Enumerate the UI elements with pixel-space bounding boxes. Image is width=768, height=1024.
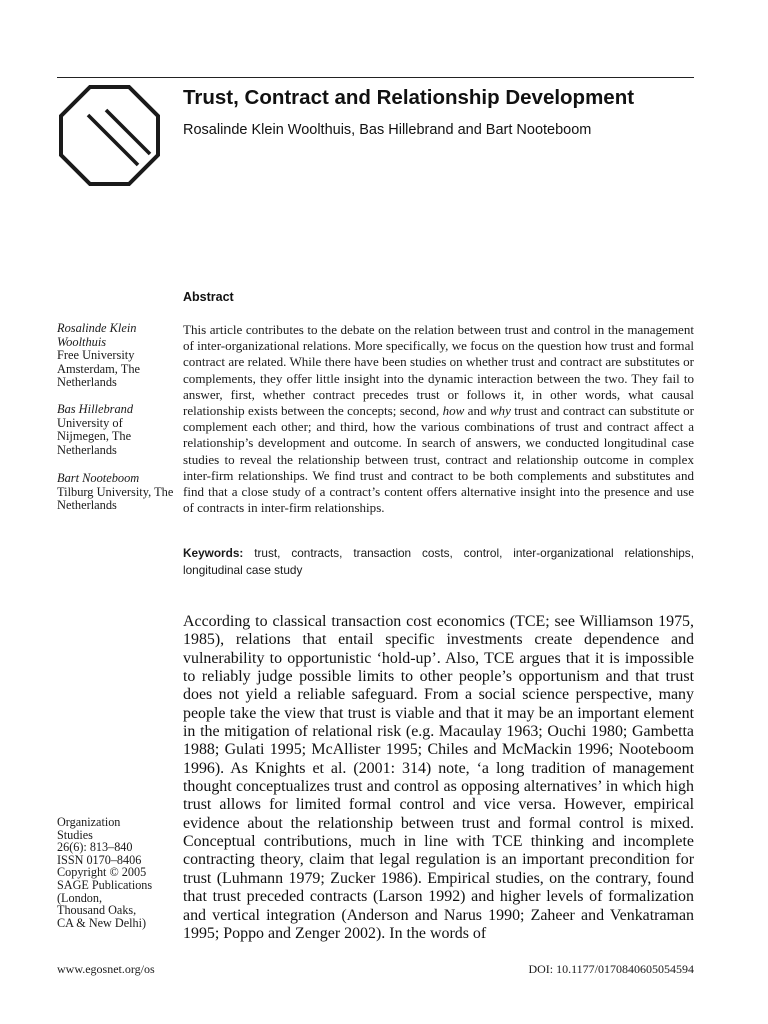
abstract-part: trust and contract can substitute or complement each other; and third, how the various combinations of trust and contract affect a relationship’s development and outcome. In search of answers, we conducted longitudinal case studies to reveal the relationship between trust, contract and relationship outcome in complex inter-firm relationships. We find trust and contract to be both complements and substitutes and find that a close study of a contract’s content offers alternative insight into the presence and use of contracts in inter-firm relationships. (183, 403, 694, 516)
abstract-text (183, 322, 694, 516)
affiliation-name: Bart Nooteboom (57, 471, 140, 485)
affiliation-place: Free University Amsterdam, The Netherlands (57, 348, 141, 390)
keywords (183, 545, 694, 578)
keywords-text: trust, contracts, transaction costs, control, inter-organizational relationships, longitudinal case study (183, 546, 694, 577)
body-text: According to classical transaction cost economics (TCE; see Williamson 1975, 1985), relations that entail specific investments create dependence and vulnerability to opportunistic ‘hold-up’. Also, TCE argues that it is impossible to reliably judge possible limits to other people’s opportunism and that trust does not yield a reliable safeguard. From a social science perspective, many people take the view that trust is viable and that it may be an important element in the mitigation of relational risk (e.g. Macaulay 1963; Ouchi 1980; Gambetta 1988; Gulati 1995; McAllister 1995; Chiles and McMackin 1996; Nooteboom 1996). As Knights et al. (2001: 314) note, ‘a long tradition of management thought conceptualizes trust and control as opposing alternatives’ in which high trust allows for limited formal control and vice versa. However, empirical evidence about the relationship between trust and formal control is mixed. Conceptual contributions, much in line with TCE thinking and incomplete contracting theory, claim that legal regulation is an important precondition for trust (Luhmann 1979; Zucker 1986). Empirical studies, on the contrary, found that trust preceded contracts (Larson 1992) and higher levels of formalization and vertical integration (Anderson and Narus 1990; Zaheer and Venkatraman 1995; Poppo and Zenger 2002). In the words of (183, 613, 694, 942)
journal-line: Studies (57, 827, 93, 842)
article-authors: Rosalinde Klein Woolthuis, Bas Hillebrand and Bart Nooteboom (183, 122, 592, 138)
affiliation (57, 472, 175, 513)
journal-line: Copyright © 2005 (57, 865, 147, 880)
affiliation-place: University of Nijmegen, The Netherlands (57, 415, 132, 457)
abstract-part: This article contributes to the debate on the relation between trust and control in the management of inter-organizational relations. More specifically, we focus on the question how trust and formal contract are related. While there have been studies on whether trust and contract are substitutes or complements, they offer little insight into the dynamic interaction between the two. They fail to answer, first, whether contract precedes trust or follows it, in other words, what causal relationship exists between the concepts; second, (183, 322, 694, 419)
journal-line: SAGE Publications (57, 877, 153, 892)
journal-line: Organization (57, 815, 121, 829)
affiliation-name: Bas Hillebrand (57, 402, 134, 416)
journal-line: (London, (57, 890, 103, 905)
footer-doi: DOI: 10.1177/0170840605054594 (528, 962, 694, 976)
keywords-label: Keywords: (183, 546, 244, 560)
affiliation-name: Rosalinde Klein Woolthuis (57, 321, 137, 349)
journal-line: 26(6): 813–840 (57, 840, 133, 855)
header-rule (57, 77, 694, 78)
journal-line: ISSN 0170–8406 (57, 852, 142, 867)
affiliation (57, 403, 175, 457)
journal-line: Thousand Oaks, (57, 903, 137, 918)
affiliation (57, 322, 175, 390)
abstract-part: and (464, 403, 490, 419)
abstract-emphasis: how (442, 403, 465, 419)
footer-url[interactable]: www.egosnet.org/os (57, 962, 155, 976)
journal-line: CA & New Delhi) (57, 915, 147, 930)
abstract-emphasis: why (489, 403, 511, 419)
article-title: Trust, Contract and Relationship Development (183, 86, 635, 109)
journal-info (57, 816, 177, 929)
journal-logo-icon (59, 85, 160, 186)
abstract-heading: Abstract (183, 290, 234, 304)
affiliation-place: Tilburg University, The Netherlands (57, 484, 174, 513)
